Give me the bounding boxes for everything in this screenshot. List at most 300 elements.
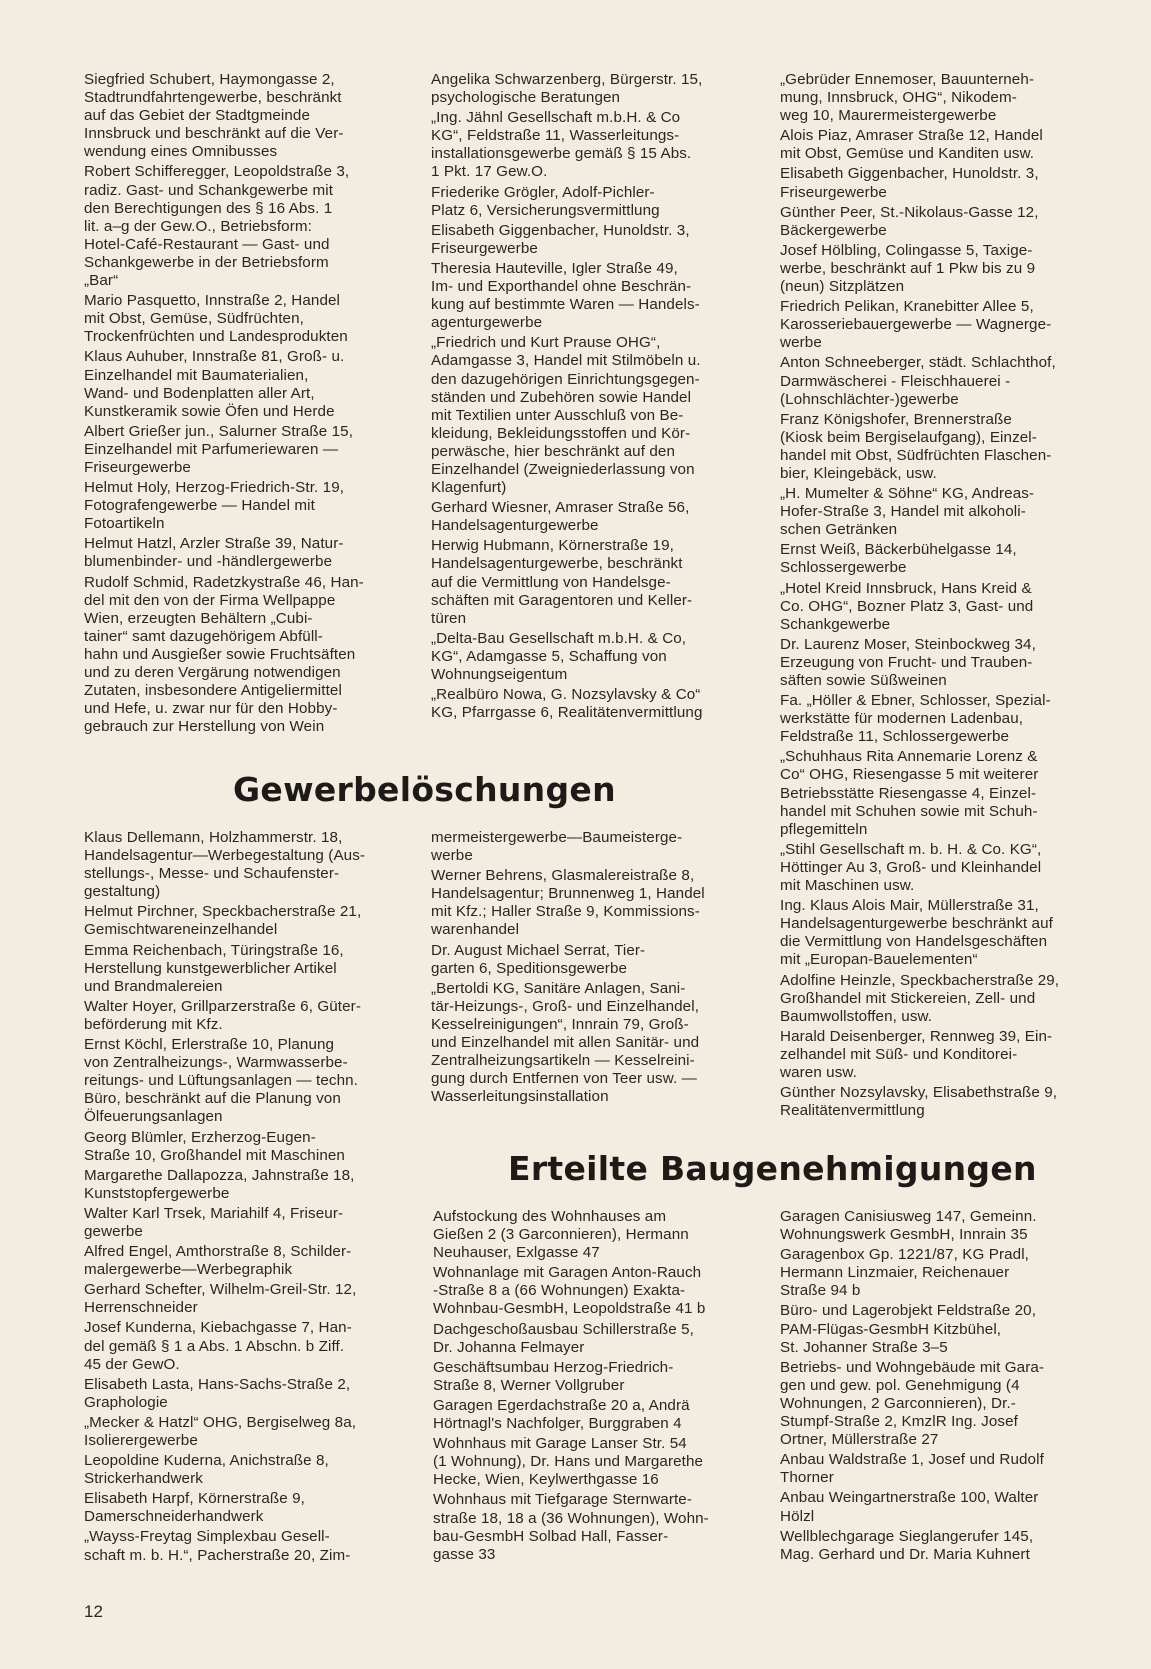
entry-line: PAM-Flügas-GesmbH Kitzbühel,: [780, 1320, 1002, 1338]
entry-line: Walter Hoyer, Grillparzerstraße 6, Güter-: [84, 997, 361, 1015]
entry-line: „Friedrich und Kurt Prause OHG“,: [431, 334, 661, 352]
entry-line: KG“, Adamgasse 5, Schaffung von: [431, 647, 667, 665]
register-entry: [780, 1028, 1105, 1082]
column-top-left: [84, 71, 406, 738]
entry-line: Robert Schifferegger, Leopoldstraße 3,: [84, 163, 350, 181]
entry-line: Wohnanlage mit Garagen Anton-Rauch: [433, 1264, 702, 1282]
entry-line: und Hefe, u. zwar nur für den Hobby-: [84, 700, 338, 718]
register-entry: [780, 204, 1105, 240]
register-entry: [433, 1491, 759, 1563]
entry-line: Mario Pasquetto, Innstraße 2, Handel: [84, 292, 341, 310]
entry-line: Hecke, Wien, Keylwerthgasse 16: [433, 1471, 659, 1489]
register-entry: [84, 1319, 406, 1373]
entry-line: Straße 8, Werner Vollgruber: [433, 1376, 625, 1394]
entry-line: reitungs- und Lüftungsanlagen — techn.: [84, 1072, 358, 1090]
register-entry: [84, 1167, 406, 1203]
entry-line: auf das Gebiet der Stadtgmeinde: [84, 107, 310, 125]
entry-line: Adolfine Heinzle, Speckbacherstraße 29,: [780, 971, 1060, 989]
entry-line: „H. Mumelter & Söhne“ KG, Andreas-: [780, 485, 1035, 503]
entry-line: Büro- und Lagerobjekt Feldstraße 20,: [780, 1302, 1037, 1320]
entry-line: Handelsagentur; Brunnenweg 1, Handel: [431, 885, 705, 903]
entry-line: Klagenfurt): [431, 479, 507, 497]
entry-line: Innsbruck und beschränkt auf die Ver-: [84, 125, 344, 143]
entry-line: Anton Schneeberger, städt. Schlachthof,: [780, 354, 1056, 372]
entry-line: gung durch Entfernen von Teer usw. —: [431, 1070, 697, 1088]
register-entry: [780, 1246, 1105, 1300]
entry-line: Handelsagenturgewerbe, beschränkt: [431, 555, 683, 573]
entry-line: den Berechtigungen des § 16 Abs. 1: [84, 199, 333, 217]
entry-line: installationsgewerbe gemäß § 15 Abs.: [431, 145, 692, 163]
entry-line: Gemischtwareneinzelhandel: [84, 921, 278, 939]
entry-line: Ing. Klaus Alois Mair, Müllerstraße 31,: [780, 897, 1039, 915]
entry-line: garten 6, Speditionsgewerbe: [431, 959, 628, 977]
entry-line: Realitätenvermittlung: [780, 1102, 925, 1120]
register-entry: [84, 1205, 406, 1241]
entry-line: 1 Pkt. 17 Gew.O.: [431, 163, 548, 181]
entry-line: Aufstockung des Wohnhauses am: [433, 1208, 667, 1225]
register-entry: [84, 1528, 406, 1564]
entry-line: Stumpf-Straße 2, KmzlR Ing. Josef: [780, 1413, 1018, 1431]
entry-line: bier, Kleingebäck, usw.: [780, 464, 937, 482]
entry-line: handel mit Schuhen sowie mit Schuh-: [780, 802, 1038, 820]
entry-line: 45 der GewO.: [84, 1355, 180, 1373]
entry-line: handel mit Obst, Südfrüchten Flaschen-: [780, 446, 1052, 464]
entry-line: Helmut Hatzl, Arzler Straße 39, Natur-: [84, 535, 344, 553]
register-entry: [780, 1302, 1105, 1356]
entry-line: gestaltung): [84, 883, 161, 901]
entry-line: Darmwäscherei - Fleischhauerei -: [780, 372, 1011, 390]
entry-line: „Realbüro Nowa, G. Nozsylavsky & Co“: [431, 686, 701, 704]
entry-line: Zutaten, insbesondere Antigeliermittel: [84, 682, 342, 700]
entry-line: malergewerbe—Werbegraphik: [84, 1261, 293, 1279]
entry-line: werbe: [780, 334, 822, 352]
entry-line: Stadtrundfahrtengewerbe, beschränkt: [84, 89, 342, 107]
register-entry: [431, 829, 757, 865]
entry-line: Zentralheizungsartikeln — Kesselreini-: [431, 1052, 695, 1070]
entry-line: lit. a–g der Gew.O., Betriebsform:: [84, 217, 312, 235]
register-entry: [780, 1208, 1105, 1244]
register-entry: [84, 1129, 406, 1165]
register-entry: [433, 1264, 759, 1318]
entry-line: „Ing. Jähnl Gesellschaft m.b.H. & Co: [431, 109, 681, 127]
entry-line: Mag. Gerhard und Dr. Maria Kuhnert: [780, 1545, 1030, 1563]
register-entry: [84, 479, 406, 533]
entry-line: Fotografengewerbe — Handel mit: [84, 497, 315, 515]
entry-line: Graphologie: [84, 1393, 168, 1411]
entry-line: agenturgewerbe: [431, 314, 543, 332]
entry-line: Wohnbau-GesmbH, Leopoldstraße 41 b: [433, 1300, 706, 1318]
register-entry: [431, 499, 757, 535]
entry-line: Dr. August Michael Serrat, Tier-: [431, 941, 646, 959]
entry-line: Friederike Grögler, Adolf-Pichler-: [431, 183, 655, 201]
entry-line: waren usw.: [780, 1063, 857, 1081]
entry-line: Günther Nozsylavsky, Elisabethstraße 9,: [780, 1084, 1058, 1102]
register-entry: [780, 897, 1105, 969]
register-entry: [431, 537, 757, 627]
entry-line: Garagen Canisiusweg 147, Gemeinn.: [780, 1208, 1037, 1225]
entry-line: schen Getränken: [780, 521, 898, 539]
register-entry: [84, 903, 406, 939]
entry-line: Isolierergewerbe: [84, 1432, 198, 1449]
entry-line: Betriebsstätte Riesengasse 4, Einzel-: [780, 784, 1037, 802]
entry-line: Betriebs- und Wohngebäude mit Gara-: [780, 1358, 1045, 1376]
entry-line: gasse 33: [433, 1545, 496, 1563]
entry-line: Ernst Weiß, Bäckerbühelgasse 14,: [780, 541, 1017, 559]
entry-line: Kunststopfergewerbe: [84, 1184, 230, 1202]
entry-line: Gießen 2 (3 Garconnieren), Hermann: [433, 1226, 689, 1244]
entry-line: und Einzelhandel mit allen Sanitär- und: [431, 1034, 700, 1052]
register-entry: [84, 942, 406, 996]
register-entry: [780, 748, 1105, 838]
register-entry: [431, 630, 757, 684]
entry-line: bau-GesmbH Solbad Hall, Fasser-: [433, 1527, 669, 1545]
register-entry: [780, 692, 1105, 746]
column-baugenehmigungen-middle: [433, 1208, 759, 1566]
entry-line: Franz Königshofer, Brennerstraße: [780, 410, 1012, 428]
entry-line: Schlossergewerbe: [780, 559, 907, 577]
register-entry: [84, 348, 406, 420]
entry-line: Anbau Waldstraße 1, Josef und Rudolf: [780, 1451, 1044, 1469]
register-entry: [780, 298, 1105, 352]
entry-line: KG“, Feldstraße 11, Wasserleitungs-: [431, 127, 680, 145]
entry-line: kung auf bestimmte Waren — Handels-: [431, 296, 700, 314]
entry-line: Hotel-Café-Restaurant — Gast- und: [84, 235, 330, 253]
register-entry: [780, 242, 1105, 296]
entry-line: Neuhauser, Exlgasse 47: [433, 1244, 600, 1262]
entry-line: psychologische Beratungen: [431, 89, 621, 107]
register-entry: [433, 1359, 759, 1395]
heading-gewerbeloeschungen: Gewerbelöschungen: [233, 770, 616, 809]
entry-line: Siegfried Schubert, Haymongasse 2,: [84, 71, 335, 88]
entry-line: türen: [431, 609, 467, 627]
entry-line: mermeistergewerbe—Baumeisterge-: [431, 829, 683, 846]
entry-line: Hofer-Straße 3, Handel mit alkoholi-: [780, 503, 1026, 521]
entry-line: Elisabeth Harpf, Körnerstraße 9,: [84, 1490, 305, 1508]
register-entry: [433, 1435, 759, 1489]
register-entry: [780, 411, 1105, 483]
register-entry: [431, 334, 757, 497]
entry-line: Thorner: [780, 1469, 834, 1487]
entry-line: straße 18, 18 a (36 Wohnungen), Wohn-: [433, 1509, 709, 1527]
entry-line: mit Textilien unter Ausschluß von Be-: [431, 406, 684, 424]
entry-line: Co“ OHG, Riesengasse 5 mit weiterer: [780, 766, 1039, 784]
entry-line: Harald Deisenberger, Rennweg 39, Ein-: [780, 1027, 1053, 1045]
entry-line: Kunstkeramik sowie Öfen und Herde: [84, 402, 335, 420]
entry-line: Elisabeth Giggenbacher, Hunoldstr. 3,: [780, 165, 1039, 183]
register-entry: [84, 1414, 406, 1450]
register-entry: [431, 942, 757, 978]
entry-line: beförderung mit Kfz.: [84, 1015, 223, 1033]
register-entry: [780, 354, 1105, 408]
register-entry: [84, 829, 406, 901]
entry-line: den dazugehörigen Einrichtungsgegen-: [431, 370, 700, 388]
entry-line: del gemäß § 1 a Abs. 1 Abschn. b Ziff.: [84, 1337, 345, 1355]
column-baugenehmigungen-right: [780, 1208, 1105, 1566]
entry-line: Platz 6, Versicherungsvermittlung: [431, 201, 660, 219]
register-entry: [780, 127, 1105, 163]
entry-line: Co. OHG“, Bozner Platz 3, Gast- und: [780, 597, 1034, 615]
entry-line: pflegemitteln: [780, 820, 868, 838]
entry-line: Gerhard Wiesner, Amraser Straße 56,: [431, 499, 690, 517]
entry-line: Wasserleitungsinstallation: [431, 1088, 609, 1106]
register-entry: [431, 71, 757, 107]
entry-line: und Brandmalereien: [84, 977, 223, 995]
entry-line: Friseurgewerbe: [84, 458, 191, 476]
entry-line: auf die Vermittlung von Handelsge-: [431, 573, 671, 591]
entry-line: Ernst Köchl, Erlerstraße 10, Planung: [84, 1036, 335, 1054]
entry-line: Josef Hölbling, Colingasse 5, Taxige-: [780, 241, 1033, 259]
entry-line: „Stihl Gesellschaft m. b. H. & Co. KG“,: [780, 840, 1042, 858]
entry-line: Josef Kunderna, Kiebachgasse 7, Han-: [84, 1319, 352, 1337]
register-entry: [780, 1528, 1105, 1564]
entry-line: Handelsagentur—Werbegestaltung (Aus-: [84, 847, 366, 865]
entry-line: mit „Europan-Bauelementen“: [780, 951, 978, 969]
entry-line: Geschäftsumbau Herzog-Friedrich-: [433, 1358, 674, 1376]
register-entry: [433, 1208, 759, 1262]
entry-line: Helmut Pirchner, Speckbacherstraße 21,: [84, 903, 362, 921]
entry-line: schaft m. b. H.“, Pacherstraße 20, Zim-: [84, 1546, 351, 1564]
entry-line: Erzeugung von Frucht- und Trauben-: [780, 653, 1033, 671]
entry-line: KG, Pfarrgasse 6, Realitätenvermittlung: [431, 704, 703, 722]
entry-line: Im- und Exporthandel ohne Beschrän-: [431, 278, 692, 296]
entry-line: „Wayss-Freytag Simplexbau Gesell-: [84, 1528, 330, 1546]
register-entry: [431, 867, 757, 939]
entry-line: von Zentralheizungs-, Warmwasserbe-: [84, 1054, 348, 1072]
register-entry: [780, 636, 1105, 690]
entry-line: warenhandel: [431, 921, 520, 939]
entry-line: -Straße 8 a (66 Wohnungen) Exakta-: [433, 1282, 686, 1300]
register-entry: [84, 1036, 406, 1126]
entry-line: Wohnungseigentum: [431, 666, 568, 683]
entry-line: Elisabeth Lasta, Hans-Sachs-Straße 2,: [84, 1375, 351, 1393]
register-entry: [433, 1397, 759, 1433]
entry-line: Wohnungen, 2 Garconnieren), Dr.-: [780, 1394, 1016, 1412]
entry-line: Margarethe Dallapozza, Jahnstraße 18,: [84, 1166, 355, 1184]
entry-line: Wien, erzeugten Behältern „Cubi-: [84, 609, 313, 627]
entry-line: weg 10, Maurermeistergewerbe: [780, 107, 997, 125]
entry-line: gen und gew. pol. Genehmigung (4: [780, 1376, 1020, 1394]
register-entry: [84, 163, 406, 290]
column-right: [780, 71, 1105, 1122]
register-entry: [433, 1321, 759, 1357]
entry-line: „Gebrüder Ennemoser, Bauunterneh-: [780, 71, 1035, 88]
entry-line: Elisabeth Giggenbacher, Hunoldstr. 3,: [431, 221, 690, 239]
entry-line: Hölzl: [780, 1507, 815, 1525]
entry-line: radiz. Gast- und Schankgewerbe mit: [84, 181, 334, 199]
entry-line: (neun) Sitzplätzen: [780, 278, 905, 296]
entry-line: werbe, beschränkt auf 1 Pkw bis zu 9: [780, 259, 1036, 277]
entry-line: die Vermittlung von Handelsgeschäften: [780, 933, 1048, 951]
entry-line: Trockenfrüchten und Landesprodukten: [84, 328, 348, 346]
entry-line: Damerschneiderhandwerk: [84, 1508, 264, 1526]
entry-line: säften sowie Süßweinen: [780, 672, 947, 689]
entry-line: Albert Grießer jun., Salurner Straße 15,: [84, 422, 354, 440]
entry-line: mit Obst, Gemüse, Südfrüchten,: [84, 310, 304, 328]
entry-line: „Schuhhaus Rita Annemarie Lorenz &: [780, 748, 1038, 766]
column-loeschungen-left: [84, 829, 406, 1567]
entry-line: Kesselreinigungen“, Innrain 79, Groß-: [431, 1015, 689, 1033]
register-entry: [431, 184, 757, 220]
entry-line: „Hotel Kreid Innsbruck, Hans Kreid &: [780, 579, 1032, 597]
entry-line: (Kiosk beim Bergiselaufgang), Einzel-: [780, 428, 1037, 446]
entry-line: „Delta-Bau Gesellschaft m.b.H. & Co,: [431, 629, 687, 647]
entry-line: Handelsagenturgewerbe beschränkt auf: [780, 915, 1053, 933]
entry-line: Anbau Weingartnerstraße 100, Walter: [780, 1489, 1039, 1507]
entry-line: Dachgeschoßausbau Schillerstraße 5,: [433, 1320, 694, 1338]
entry-line: mit Kfz.; Haller Straße 9, Kommissions-: [431, 903, 700, 921]
entry-line: „Mecker & Hatzl“ OHG, Bergiselweg 8a,: [84, 1413, 357, 1431]
entry-line: gewerbe: [84, 1222, 143, 1240]
register-entry: [84, 71, 406, 161]
register-entry: [84, 1376, 406, 1412]
entry-line: Herrenschneider: [84, 1299, 198, 1317]
heading-erteilte-baugenehmigungen: Erteilte Baugenehmigungen: [508, 1149, 1037, 1188]
entry-line: Herstellung kunstgewerblicher Artikel: [84, 959, 337, 977]
entry-line: mit Maschinen usw.: [780, 877, 915, 895]
entry-line: Einzelhandel mit Parfumeriewaren —: [84, 440, 339, 458]
entry-line: „Bertoldi KG, Sanitäre Anlagen, Sani-: [431, 979, 686, 997]
register-entry: [84, 574, 406, 737]
entry-line: wendung eines Omnibusses: [84, 143, 278, 161]
entry-line: Dr. Laurenz Moser, Steinbockweg 34,: [780, 635, 1036, 653]
entry-line: ständen und Zubehören sowie Handel: [431, 388, 692, 406]
entry-line: kleidung, Bekleidungsstoffen und Kör-: [431, 424, 691, 442]
entry-line: stellungs-, Messe- und Schaufenster-: [84, 865, 340, 883]
entry-line: Walter Karl Trsek, Mariahilf 4, Friseur-: [84, 1204, 344, 1222]
register-entry: [780, 1451, 1105, 1487]
entry-line: Fa. „Höller & Ebner, Schlosser, Spezial-: [780, 692, 1051, 710]
entry-line: Garagenbox Gp. 1221/87, KG Pradl,: [780, 1246, 1029, 1264]
entry-line: Handelsagenturgewerbe: [431, 517, 599, 535]
entry-line: St. Johanner Straße 3–5: [780, 1338, 948, 1356]
register-entry: [780, 580, 1105, 634]
entry-line: schäften mit Garagentoren und Keller-: [431, 591, 693, 609]
register-entry: [780, 1489, 1105, 1525]
register-entry: [84, 423, 406, 477]
entry-line: hahn und Ausgießer sowie Fruchtsäften: [84, 645, 356, 663]
entry-line: mit Obst, Gemüse und Kanditen usw.: [780, 145, 1035, 163]
entry-line: Hermann Linzmaier, Reichenauer: [780, 1264, 1010, 1282]
register-entry: [780, 71, 1105, 125]
register-entry: [431, 109, 757, 181]
entry-line: Bäckergewerbe: [780, 221, 887, 239]
entry-line: Dr. Johanna Felmayer: [433, 1338, 585, 1356]
entry-line: Fotoartikeln: [84, 515, 165, 533]
register-entry: [84, 1243, 406, 1279]
entry-line: mung, Innsbruck, OHG“, Nikodem-: [780, 89, 1017, 107]
entry-line: Gerhard Schefter, Wilhelm-Greil-Str. 12,: [84, 1281, 357, 1299]
entry-line: Wellblechgarage Sieglangerufer 145,: [780, 1527, 1034, 1545]
entry-line: Garagen Egerdachstraße 20 a, Andrä: [433, 1396, 690, 1414]
register-entry: [780, 972, 1105, 1026]
register-entry: [431, 260, 757, 332]
entry-line: Klaus Dellemann, Holzhammerstr. 18,: [84, 829, 343, 846]
entry-line: Friedrich Pelikan, Kranebitter Allee 5,: [780, 298, 1034, 316]
entry-line: Helmut Holy, Herzog-Friedrich-Str. 19,: [84, 479, 345, 497]
entry-line: Karosseriebauergewerbe — Wagnerge-: [780, 316, 1052, 334]
entry-line: Herwig Hubmann, Körnerstraße 19,: [431, 537, 674, 555]
entry-line: gebrauch zur Herstellung von Wein: [84, 718, 325, 736]
entry-line: Wohnungswerk GesmbH, Innrain 35: [780, 1226, 1028, 1244]
register-entry: [84, 998, 406, 1034]
entry-line: Hörtnagl's Nachfolger, Burggraben 4: [433, 1415, 682, 1433]
entry-line: Feldstraße 11, Schlossergewerbe: [780, 728, 1010, 746]
register-entry: [84, 1490, 406, 1526]
entry-line: werbe: [431, 847, 473, 865]
entry-line: Günther Peer, St.-Nikolaus-Gasse 12,: [780, 203, 1039, 221]
entry-line: Rudolf Schmid, Radetzkystraße 46, Han-: [84, 573, 364, 591]
register-entry: [780, 1084, 1105, 1120]
entry-line: Schankgewerbe in der Betriebsform: [84, 253, 329, 271]
register-entry: [84, 535, 406, 571]
entry-line: (Lohnschlächter-)gewerbe: [780, 390, 959, 408]
register-entry: [84, 1281, 406, 1317]
register-entry: [84, 292, 406, 346]
entry-line: Leopoldine Kuderna, Anichstraße 8,: [84, 1452, 329, 1470]
entry-line: Wohnhaus mit Garage Lanser Str. 54: [433, 1435, 687, 1453]
entry-line: Emma Reichenbach, Türingstraße 16,: [84, 941, 344, 959]
page-number: 12: [84, 1602, 103, 1621]
entry-line: Wohnhaus mit Tiefgarage Sternwarte-: [433, 1491, 693, 1509]
entry-line: Büro, beschränkt auf die Planung von: [84, 1090, 341, 1108]
entry-line: Friseurgewerbe: [780, 183, 887, 201]
entry-line: tär-Heizungs-, Groß- und Einzelhandel,: [431, 997, 700, 1015]
entry-line: Höttinger Au 3, Groß- und Kleinhandel: [780, 858, 1042, 876]
column-top-middle: [431, 71, 757, 724]
entry-line: perwäsche, hier beschränkt auf den: [431, 442, 676, 460]
entry-line: Adamgasse 3, Handel mit Stilmöbeln u.: [431, 352, 701, 370]
entry-line: Einzelhandel (Zweigniederlassung von: [431, 460, 695, 478]
register-entry: [431, 980, 757, 1107]
register-entry: [780, 841, 1105, 895]
entry-line: Alfred Engel, Amthorstraße 8, Schilder-: [84, 1243, 352, 1261]
entry-line: Georg Blümler, Erzherzog-Eugen-: [84, 1128, 316, 1146]
register-entry: [780, 165, 1105, 201]
entry-line: Friseurgewerbe: [431, 239, 538, 257]
entry-line: Einzelhandel mit Baumaterialien,: [84, 366, 309, 384]
entry-line: Werner Behrens, Glasmalereistraße 8,: [431, 867, 695, 885]
entry-line: Straße 10, Großhandel mit Maschinen: [84, 1146, 345, 1164]
register-entry: [431, 222, 757, 258]
entry-line: Großhandel mit Stickereien, Zell- und: [780, 989, 1036, 1007]
register-entry: [780, 1359, 1105, 1449]
entry-line: werkstätte für modernen Ladenbau,: [780, 710, 1024, 728]
register-entry: [780, 485, 1105, 539]
register-entry: [84, 1452, 406, 1488]
entry-line: Strickerhandwerk: [84, 1470, 203, 1488]
entry-line: Theresia Hauteville, Igler Straße 49,: [431, 259, 678, 277]
entry-line: „Bar“: [84, 272, 119, 290]
entry-line: und zu deren Vergärung notwendigen: [84, 664, 341, 681]
entry-line: tainer“ samt dazugehörigem Abfüll-: [84, 627, 323, 645]
entry-line: Straße 94 b: [780, 1282, 861, 1300]
register-entry: [780, 541, 1105, 577]
entry-line: Ortner, Müllerstraße 27: [780, 1431, 939, 1449]
entry-line: Angelika Schwarzenberg, Bürgerstr. 15,: [431, 71, 703, 88]
entry-line: Ölfeuerungsanlagen: [84, 1108, 223, 1126]
entry-line: Baumwollstoffen, usw.: [780, 1007, 933, 1025]
entry-line: Schankgewerbe: [780, 615, 891, 633]
register-entry: [431, 686, 757, 722]
entry-line: Alois Piaz, Amraser Straße 12, Handel: [780, 127, 1043, 145]
entry-line: zelhandel mit Süß- und Konditorei-: [780, 1045, 1018, 1063]
entry-line: blumenbinder- und -händlergewerbe: [84, 553, 333, 571]
entry-line: Klaus Auhuber, Innstraße 81, Groß- u.: [84, 348, 345, 366]
entry-line: del mit den von der Firma Wellpappe: [84, 591, 336, 609]
entry-line: (1 Wohnung), Dr. Hans und Margarethe: [433, 1453, 704, 1471]
column-loeschungen-middle: [431, 829, 757, 1108]
entry-line: Wand- und Bodenplatten aller Art,: [84, 384, 315, 402]
